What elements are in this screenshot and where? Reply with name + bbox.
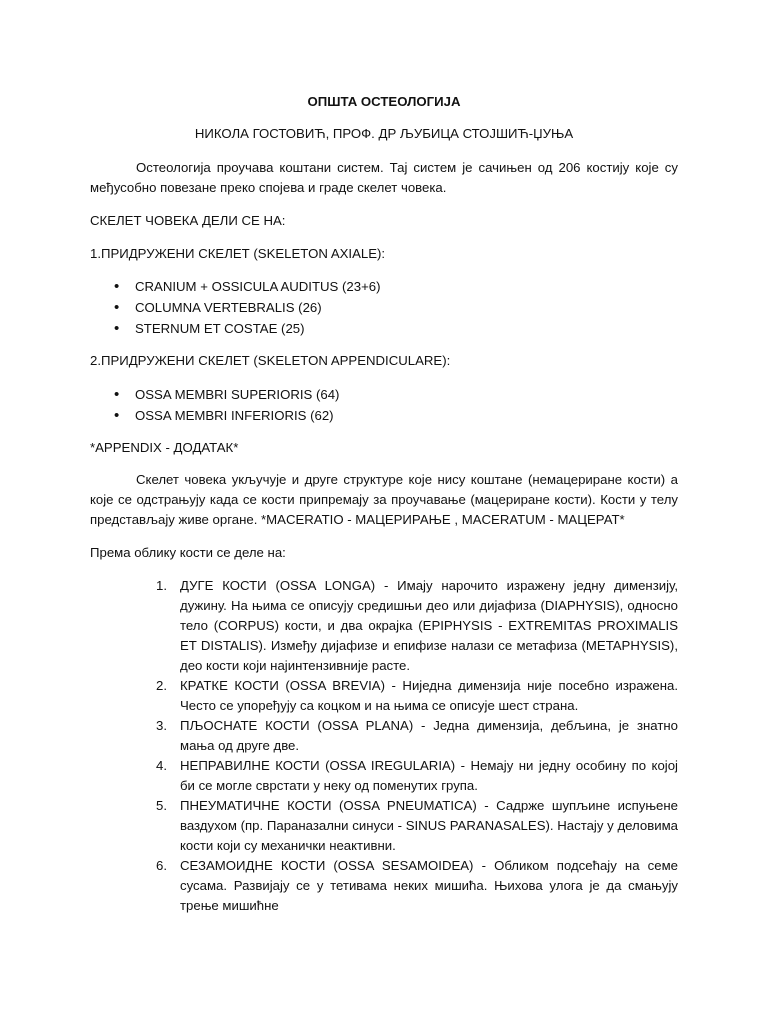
item-text: ПНЕУМАТИЧНЕ КОСТИ (OSSA PNEUMATICA) - Садрже шупљине испуњене ваздухом (пр. Параназални синуси - SINUS PARANASALES). Настају у деловима кости који су механички неактивни. [180, 798, 678, 853]
list-item [156, 796, 678, 856]
item-text: НЕПРАВИЛНЕ КОСТИ (OSSA IREGULARIA) - Немају ни једну особину по којој би се могле сврстати у неку од поменутих група. [180, 758, 678, 793]
document-authors: НИКОЛА ГОСТОВИЋ, ПРОФ. ДР ЉУБИЦА СТОЈШИЋ-ЏУЊА [194, 126, 574, 141]
list-item: • COLUMNA VERTEBRALIS (26) [90, 298, 381, 319]
axial-heading: 1.ПРИДРУЖЕНИ СКЕЛЕТ (SKELETON AXIALE): [90, 246, 386, 261]
item-number: 1. [156, 578, 167, 593]
list-item [156, 716, 678, 756]
item-text: СЕЗАМОИДНЕ КОСТИ (OSSA SESAMOIDEA) - Обликом подсећају на семе сусама. Развијају се у тетивама неких мишића. Њихова улога је да смањују трење мишићне [180, 858, 678, 913]
list-item [156, 856, 678, 913]
item-number: 3. [156, 718, 167, 733]
appendicular-list [90, 385, 339, 427]
list-item: • STERNUM ET COSTAE (25) [90, 319, 381, 340]
list-item: • CRANIUM + OSSICULA AUDITUS (23+6) [90, 277, 381, 298]
item-text: ДУГЕ КОСТИ (OSSA LONGA) - Имају нарочито изражену једну димензију, дужину. На њима се описују средишњи део или дијафиза (DIAPHYSIS), односно тело (CORPUS) кости, и два окрајка (EPIPHYSIS - EXTREMITAS PROXIMALIS ET DISTALIS). Између дијафизе и епифизе налази се метафиза (METAPHYSIS), део кости који најинтензивније расте. [180, 578, 678, 673]
appendix-heading: *APPENDIX - ДОДАТАК* [90, 440, 239, 455]
list-item [156, 756, 678, 796]
list-item [156, 676, 678, 716]
bone-types-list [156, 576, 678, 913]
list-item [156, 576, 678, 676]
item-number: 5. [156, 798, 167, 813]
shape-heading: Према облику кости се деле на: [90, 545, 286, 560]
list-item: • OSSA MEMBRI INFERIORIS (62) [90, 406, 339, 427]
item-number: 4. [156, 758, 167, 773]
document-title: ОПШТА ОСТЕОЛОГИЈА [307, 94, 461, 109]
list-item: • OSSA MEMBRI SUPERIORIS (64) [90, 385, 339, 406]
item-number: 2. [156, 678, 167, 693]
item-number: 6. [156, 858, 167, 873]
appendicular-heading: 2.ПРИДРУЖЕНИ СКЕЛЕТ (SKELETON APPENDICULARE): [90, 353, 451, 368]
axial-list [90, 277, 381, 340]
item-text: ПЉОСНАТЕ КОСТИ (OSSA PLANA) - Једна димензија, дебљина, је знатно мања од друге две. [180, 718, 678, 753]
skeleton-heading: СКЕЛЕТ ЧОВЕКА ДЕЛИ СЕ НА: [90, 213, 286, 228]
appendix-paragraph: Скелет човека укључује и друге структуре које нису коштане (немацериране кости) а које се одстрањују када се кости припремају за проучавање (мацериране кости). Кости у телу представљају живе органе. *MACERATIO - МАЦЕРИРАЊЕ , MACERATUM - МАЦЕРАТ* [90, 472, 678, 527]
intro-paragraph: Остеологија проучава коштани систем. Тај систем је сачињен од 206 костију које су међусобно повезане преко спојева и граде скелет човека. [90, 160, 678, 195]
item-text: КРАТКЕ КОСТИ (OSSA BREVIA) - Ниједна димензија није посебно изражена. Често се упоређују са коцком и на њима се описује шест страна. [180, 678, 678, 713]
